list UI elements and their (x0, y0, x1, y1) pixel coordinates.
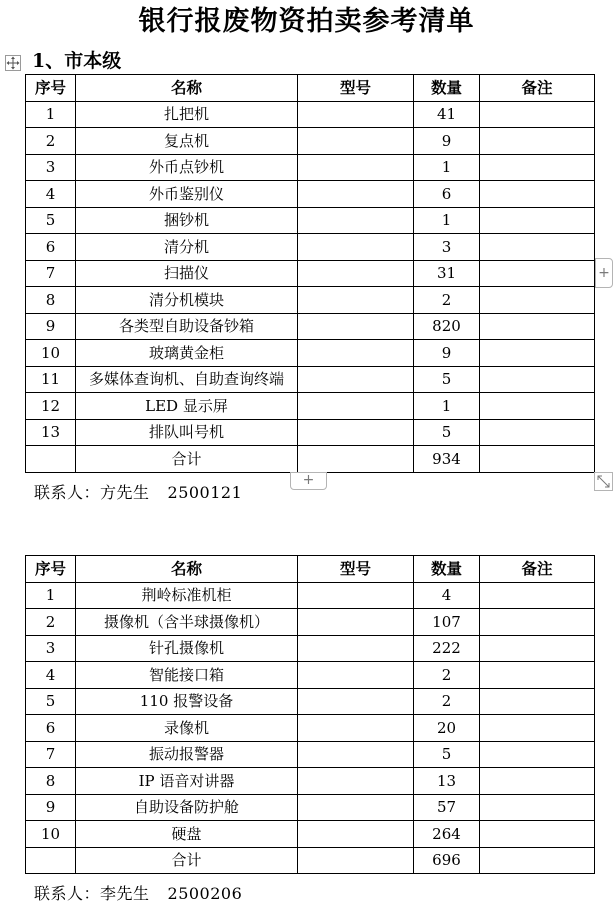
cell-index[interactable] (26, 446, 76, 473)
cell-model[interactable] (298, 715, 414, 742)
table-row (26, 688, 595, 715)
table-row (26, 662, 595, 689)
contact-name: 联系人：方先生 (34, 483, 150, 502)
cell-index[interactable]: 9 (26, 794, 76, 821)
cell-model[interactable] (298, 582, 414, 609)
table-header-row (26, 556, 595, 583)
cell-index[interactable]: 7 (26, 260, 76, 287)
cell-name[interactable]: 外币鉴别仪 (76, 181, 298, 208)
cell-model[interactable] (298, 340, 414, 367)
table-row (26, 446, 595, 473)
cell-quantity[interactable]: 57 (414, 794, 480, 821)
cell-name[interactable]: IP 语音对讲器 (76, 768, 298, 795)
cell-index[interactable]: 3 (26, 154, 76, 181)
header-model: 型号 (298, 556, 414, 583)
cell-name[interactable]: 摄像机（含半球摄像机） (76, 609, 298, 636)
cell-remark[interactable] (480, 662, 595, 689)
cell-name[interactable]: 智能接口箱 (76, 662, 298, 689)
cell-index[interactable]: 13 (26, 419, 76, 446)
cell-index[interactable]: 2 (26, 128, 76, 155)
cell-quantity[interactable]: 107 (414, 609, 480, 636)
table-row (26, 366, 595, 393)
document-title: 银行报废物资拍卖参考清单 (138, 6, 475, 37)
cell-name[interactable]: 各类型自助设备钞箱 (76, 313, 298, 340)
cell-quantity[interactable]: 820 (414, 313, 480, 340)
cell-quantity[interactable]: 9 (414, 340, 480, 367)
cell-quantity[interactable]: 3 (414, 234, 480, 261)
cell-name[interactable]: 合计 (76, 847, 298, 874)
cell-index[interactable] (26, 847, 76, 874)
header-name: 名称 (76, 75, 298, 102)
table-row (26, 260, 595, 287)
cell-quantity[interactable]: 696 (414, 847, 480, 874)
contact-name: 联系人：李先生 (34, 884, 150, 903)
cell-model[interactable] (298, 821, 414, 848)
cell-name[interactable]: 捆钞机 (76, 207, 298, 234)
cell-remark[interactable] (480, 101, 595, 128)
cell-index[interactable]: 8 (26, 287, 76, 314)
cell-name[interactable]: 复点机 (76, 128, 298, 155)
cell-index[interactable]: 10 (26, 340, 76, 367)
cell-remark[interactable] (480, 688, 595, 715)
cell-quantity[interactable]: 2 (414, 287, 480, 314)
cell-remark[interactable] (480, 821, 595, 848)
table-row (26, 741, 595, 768)
table-row (26, 340, 595, 367)
cell-remark[interactable] (480, 419, 595, 446)
contact-phone: 2500121 (167, 483, 243, 502)
cell-model[interactable] (298, 260, 414, 287)
cell-model[interactable] (298, 128, 414, 155)
table-move-handle[interactable] (5, 55, 21, 71)
cell-name[interactable]: 振动报警器 (76, 741, 298, 768)
cell-index[interactable]: 8 (26, 768, 76, 795)
cell-name[interactable]: 排队叫号机 (76, 419, 298, 446)
header-index: 序号 (26, 556, 76, 583)
cell-remark[interactable] (480, 393, 595, 420)
cell-remark[interactable] (480, 446, 595, 473)
table-header-row (26, 75, 595, 102)
cell-remark[interactable] (480, 609, 595, 636)
cell-quantity[interactable]: 20 (414, 715, 480, 742)
cell-remark[interactable] (480, 234, 595, 261)
resize-diagonal-icon (595, 473, 612, 490)
table-row (26, 207, 595, 234)
cell-quantity[interactable]: 5 (414, 366, 480, 393)
cell-name[interactable]: 清分机 (76, 234, 298, 261)
cell-quantity[interactable]: 6 (414, 181, 480, 208)
cell-model[interactable] (298, 234, 414, 261)
cell-quantity[interactable]: 4 (414, 582, 480, 609)
cell-model[interactable] (298, 207, 414, 234)
cell-quantity[interactable]: 1 (414, 207, 480, 234)
cell-index[interactable]: 1 (26, 582, 76, 609)
cell-model[interactable] (298, 446, 414, 473)
cell-model[interactable] (298, 287, 414, 314)
cell-model[interactable] (298, 768, 414, 795)
cell-name[interactable]: 扎把机 (76, 101, 298, 128)
cell-index[interactable]: 5 (26, 207, 76, 234)
cell-remark[interactable] (480, 181, 595, 208)
cell-index[interactable]: 3 (26, 635, 76, 662)
cell-index[interactable]: 12 (26, 393, 76, 420)
cell-quantity[interactable]: 41 (414, 101, 480, 128)
cell-index[interactable]: 1 (26, 101, 76, 128)
header-index: 序号 (26, 75, 76, 102)
cell-name[interactable]: 硬盘 (76, 821, 298, 848)
cell-model[interactable] (298, 101, 414, 128)
cell-name[interactable]: 针孔摄像机 (76, 635, 298, 662)
cell-name[interactable]: 玻璃黄金柜 (76, 340, 298, 367)
cell-name[interactable]: 荆岭标准机柜 (76, 582, 298, 609)
cell-index[interactable]: 2 (26, 609, 76, 636)
cell-remark[interactable] (480, 794, 595, 821)
table-row (26, 635, 595, 662)
cell-remark[interactable] (480, 260, 595, 287)
cell-index[interactable]: 6 (26, 715, 76, 742)
cell-quantity[interactable]: 31 (414, 260, 480, 287)
section-heading: 1、市本级 (32, 50, 122, 72)
cell-quantity[interactable]: 13 (414, 768, 480, 795)
cell-index[interactable]: 7 (26, 741, 76, 768)
cell-model[interactable] (298, 181, 414, 208)
contact-phone: 2500206 (167, 884, 243, 903)
cell-remark[interactable] (480, 287, 595, 314)
cell-quantity[interactable]: 2 (414, 688, 480, 715)
cell-index[interactable]: 11 (26, 366, 76, 393)
cell-remark[interactable] (480, 635, 595, 662)
table-row (26, 821, 595, 848)
cell-name[interactable]: 录像机 (76, 715, 298, 742)
table-resize-handle[interactable] (594, 472, 613, 491)
cell-quantity[interactable]: 222 (414, 635, 480, 662)
cell-remark[interactable] (480, 340, 595, 367)
cell-model[interactable] (298, 313, 414, 340)
table-row (26, 313, 595, 340)
cell-name[interactable]: 110 报警设备 (76, 688, 298, 715)
cell-model[interactable] (298, 609, 414, 636)
cell-quantity[interactable]: 5 (414, 741, 480, 768)
cell-remark[interactable] (480, 715, 595, 742)
cell-quantity[interactable]: 9 (414, 128, 480, 155)
cell-index[interactable]: 4 (26, 181, 76, 208)
cell-quantity[interactable]: 2 (414, 662, 480, 689)
cell-model[interactable] (298, 154, 414, 181)
cell-model[interactable] (298, 419, 414, 446)
table-row (26, 847, 595, 874)
table-row (26, 181, 595, 208)
cell-remark[interactable] (480, 207, 595, 234)
cell-model[interactable] (298, 688, 414, 715)
inventory-table-1 (25, 74, 595, 473)
cell-quantity[interactable]: 264 (414, 821, 480, 848)
contact-line-2 (34, 884, 242, 904)
table-row (26, 393, 595, 420)
cell-remark[interactable] (480, 741, 595, 768)
inventory-table-2 (25, 555, 595, 874)
cell-model[interactable] (298, 635, 414, 662)
cell-index[interactable]: 5 (26, 688, 76, 715)
cell-model[interactable] (298, 393, 414, 420)
table-row (26, 419, 595, 446)
table-row (26, 768, 595, 795)
cell-remark[interactable] (480, 366, 595, 393)
cell-remark[interactable] (480, 128, 595, 155)
cell-model[interactable] (298, 366, 414, 393)
cell-index[interactable]: 4 (26, 662, 76, 689)
cell-index[interactable]: 9 (26, 313, 76, 340)
header-name: 名称 (76, 556, 298, 583)
table-row (26, 609, 595, 636)
cell-remark[interactable] (480, 847, 595, 874)
cell-name[interactable]: LED 显示屏 (76, 393, 298, 420)
table-row (26, 101, 595, 128)
cell-remark[interactable] (480, 313, 595, 340)
table-row (26, 154, 595, 181)
cell-name[interactable]: 外币点钞机 (76, 154, 298, 181)
header-model: 型号 (298, 75, 414, 102)
cell-quantity[interactable]: 5 (414, 419, 480, 446)
add-column-button[interactable]: + (595, 258, 613, 288)
cell-name[interactable]: 合计 (76, 446, 298, 473)
table-row (26, 128, 595, 155)
cell-name[interactable]: 扫描仪 (76, 260, 298, 287)
table-row (26, 234, 595, 261)
header-quantity: 数量 (414, 556, 480, 583)
cell-name[interactable]: 多媒体查询机、自助查询终端 (76, 366, 298, 393)
cell-model[interactable] (298, 662, 414, 689)
cell-name[interactable]: 自助设备防护舱 (76, 794, 298, 821)
cell-index[interactable]: 6 (26, 234, 76, 261)
cell-name[interactable]: 清分机模块 (76, 287, 298, 314)
header-remark: 备注 (480, 556, 595, 583)
cell-model[interactable] (298, 794, 414, 821)
header-remark: 备注 (480, 75, 595, 102)
cell-remark[interactable] (480, 582, 595, 609)
cell-model[interactable] (298, 847, 414, 874)
table-row (26, 794, 595, 821)
table-row (26, 715, 595, 742)
cell-index[interactable]: 10 (26, 821, 76, 848)
cell-model[interactable] (298, 741, 414, 768)
cell-quantity[interactable]: 1 (414, 154, 480, 181)
cell-remark[interactable] (480, 768, 595, 795)
table-row (26, 287, 595, 314)
move-arrows-icon (6, 56, 20, 70)
cell-quantity[interactable]: 1 (414, 393, 480, 420)
table-row (26, 582, 595, 609)
cell-remark[interactable] (480, 154, 595, 181)
cell-quantity[interactable]: 934 (414, 446, 480, 473)
add-row-button[interactable]: + (290, 472, 327, 490)
contact-line-1 (34, 483, 242, 503)
header-quantity: 数量 (414, 75, 480, 102)
